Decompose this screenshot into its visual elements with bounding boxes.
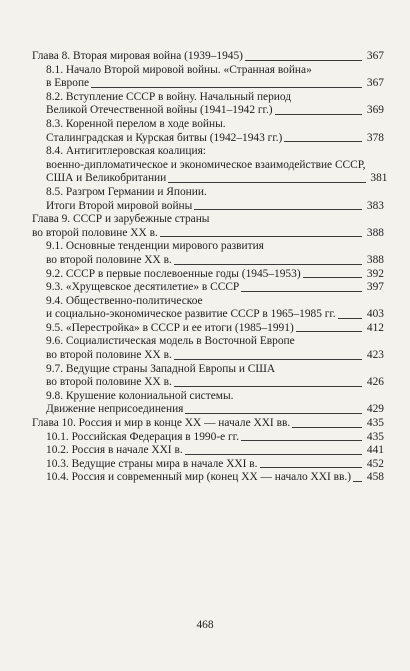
toc-entry-line: 9.6. Социалистическая модель в Восточной Европе [46,335,295,348]
toc-section-entry [32,431,384,445]
toc-section-entry [32,268,384,282]
toc-entry-line: 9.7. Ведущие страны Западной Европы и США [46,362,276,375]
toc-section-entry [32,458,384,472]
toc-page-number: 458 [366,471,384,484]
leader-line [292,427,362,428]
toc-section-entry [32,322,384,336]
toc-page-number: 423 [366,349,384,362]
toc-entry-line-text: Итоги Второй мировой войны [46,199,193,212]
toc-entry-line [32,50,362,64]
toc-entry-line [46,458,362,472]
toc-page-number: 383 [366,199,384,212]
toc-entry-line [46,132,362,146]
toc-entry-title [46,458,362,472]
toc-section-entry [32,91,384,118]
toc-entry-line [46,77,362,91]
toc-entry-line [46,403,362,417]
toc-page-number: 435 [366,417,384,430]
leader-line [174,386,362,387]
leader-line [185,454,362,455]
toc-page-number: 429 [366,403,384,416]
toc-entry-line-text: 10.1. Российская Федерация в 1990-е гг. [46,430,239,443]
toc-entry-line-text: во второй половине XX в. [32,226,158,239]
toc-entry-line [46,254,362,268]
leader-line [160,236,362,237]
toc-entry-line-text: Движение неприсоединения [46,403,184,416]
leader-line [241,291,362,292]
toc-entry-line [46,431,362,445]
toc-entry-line [46,322,362,336]
toc-entry-line-text: Сталинградская и Курская битвы (1942–1943 гг.) [46,131,283,144]
leader-line [168,182,365,183]
toc-page-number: 435 [366,430,384,443]
leader-line [185,413,362,414]
toc-entry-title [46,431,362,445]
toc-page-number: 397 [366,281,384,294]
toc-entry-line [46,308,362,322]
toc-entry-line-text: 9.5. «Перестройка» в СССР и ее итоги (1985–1991) [46,321,294,334]
toc-entry-title [46,64,362,91]
toc-page-number: 388 [366,253,384,266]
toc-page-number: 441 [366,444,384,457]
toc-page-number: 388 [366,226,384,239]
toc-entry-title [46,471,362,485]
toc-entry-title [46,268,362,282]
toc-entry-line-text: во второй половине XX в. [46,349,172,362]
table-of-contents [32,50,388,485]
toc-entry-title [46,390,362,417]
toc-entry-line-text: 9.3. «Хрущевское десятилетие» в СССР [46,281,240,294]
toc-entry-line: военно-дипломатическое и экономическое взаимодействие СССР, [46,158,366,171]
toc-section-entry [32,240,384,267]
toc-entry-line [46,200,362,214]
toc-entry-line-text: во второй половине XX в. [46,376,172,389]
toc-entry-line [32,417,362,431]
leader-line [174,359,362,360]
toc-entry-line: Глава 9. СССР и зарубежные страны [32,213,210,226]
toc-chapter-entry [32,50,384,64]
toc-chapter-entry [32,213,384,240]
toc-entry-line-text: 10.4. Россия и современный мир (конец XX — начало XXI вв.) [46,471,352,484]
toc-entry-line: 8.4. Антигитлеровская коалиция: [46,145,206,158]
toc-entry-line-text: США и Великобритании [46,172,167,185]
toc-entry-title [32,213,362,240]
toc-section-entry [32,295,384,322]
toc-page-number: 378 [366,131,384,144]
leader-line [303,277,362,278]
toc-entry-line-text: Глава 10. Россия и мир в конце XX — начале XXI вв. [32,417,291,430]
toc-entry-title [46,145,366,186]
toc-entry-title [46,281,362,295]
toc-entry-line [32,227,362,241]
toc-page-number: 367 [366,50,384,62]
toc-section-entry [32,186,384,213]
leader-line [260,467,362,468]
toc-section-entry [32,145,388,186]
toc-entry-line [46,376,362,390]
toc-entry-title [46,444,362,458]
toc-section-entry [32,118,384,145]
toc-entry-title [46,322,362,336]
show-through-texture [40,505,384,605]
toc-entry-line-text: Великой Отечественной войны (1941–1942 гг.) [46,104,273,117]
toc-entry-line-text: 10.2. Россия в начале XXI в. [46,444,183,457]
toc-entry-line: 9.1. Основные тенденции мирового развития [46,240,264,253]
toc-entry-line: 9.8. Крушение колониальной системы. [46,389,234,402]
toc-entry-title [46,186,362,213]
leader-line [194,209,362,210]
toc-entry-title [32,417,362,431]
toc-entry-line: 8.5. Разгром Германии и Японии. [46,185,207,198]
toc-entry-title [46,295,362,322]
toc-entry-line: 8.1. Начало Второй мировой войны. «Странная война» [46,63,312,76]
toc-entry-title [46,240,362,267]
toc-page-number: 412 [366,321,384,334]
toc-entry-title [46,118,362,145]
toc-entry-title [46,363,362,390]
toc-chapter-entry [32,417,384,431]
toc-page-number: 381 [370,172,388,185]
toc-entry-line [46,349,362,363]
leader-line [174,264,362,265]
toc-section-entry [32,471,384,485]
toc-entry-line-text: и социально-экономическое развитие СССР в 1965–1985 гг. [46,308,336,321]
toc-entry-line [46,172,366,186]
toc-entry-title [46,91,362,118]
leader-line [353,481,362,482]
toc-entry-title [32,50,362,64]
toc-entry-line: 8.3. Коренной перелом в ходе войны. [46,117,226,130]
toc-page-number: 426 [366,376,384,389]
toc-entry-title [46,335,362,362]
toc-section-entry [32,64,384,91]
toc-entry-line-text: 9.2. СССР в первые послевоенные годы (1945–1953) [46,267,301,280]
toc-entry-line [46,104,362,118]
leader-line [241,440,362,441]
toc-entry-line: 9.4. Общественно-политическое [46,294,203,307]
toc-entry-line-text: Глава 8. Вторая мировая война (1939–1945) [32,50,243,62]
leader-line [338,318,362,319]
toc-section-entry [32,363,384,390]
toc-page-number: 369 [366,104,384,117]
toc-page-number: 367 [366,77,384,90]
toc-page-number: 403 [366,308,384,321]
toc-entry-line [46,444,362,458]
toc-entry-line [46,268,362,282]
leader-line [245,60,362,61]
toc-entry-line-text: в Европе [46,77,90,90]
leader-line [91,87,362,88]
toc-entry-line-text: во второй половине XX в. [46,253,172,266]
leader-line [275,114,362,115]
leader-line [296,331,362,332]
leader-line [284,141,362,142]
page-number: 468 [196,619,214,631]
toc-page-number: 452 [366,457,384,470]
toc-section-entry [32,444,384,458]
toc-page-number: 392 [366,267,384,280]
toc-section-entry [32,335,384,362]
toc-section-entry [32,390,384,417]
toc-entry-line: 8.2. Вступление СССР в войну. Начальный период [46,90,292,103]
toc-entry-line-text: 10.3. Ведущие страны мира в начале XXI в. [46,457,258,470]
toc-entry-line [46,471,362,485]
toc-entry-line [46,281,362,295]
toc-section-entry [32,281,384,295]
